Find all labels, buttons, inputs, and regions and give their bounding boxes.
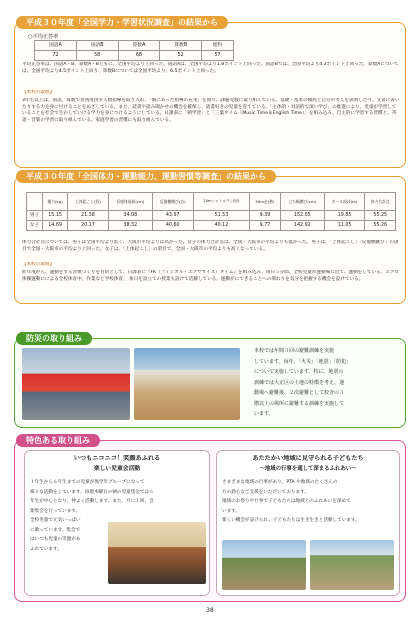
community-subtitle: 〜地域の行事を通して深まるふれあい〜: [259, 466, 357, 472]
table-header: 国語A: [35, 41, 77, 51]
academic-results-title: 平成３０年度「全国学力・学習状況調査」の結果から: [16, 16, 228, 29]
text-line: 全校児童で元気いっぱい: [30, 518, 81, 523]
table-cell: 68: [118, 51, 160, 61]
text-line: １年生から６年生までの児童が異学年グループになって: [30, 480, 145, 485]
table-cell: 57: [202, 51, 234, 61]
table-header: 握力(kg): [43, 193, 68, 211]
special-activities-title: 特色ある取り組み: [16, 434, 100, 447]
text-line: 地域のお祭りや行事で子どもたちは地域とのふれあいを深めて: [222, 499, 351, 504]
table-header: 算数B: [160, 41, 202, 51]
table-header: 理科: [202, 41, 234, 51]
text-line: ふれています。: [30, 546, 62, 552]
table-cell: 34.08: [108, 211, 152, 221]
fitness-efforts-body: 昨年度から、運動をする習慣づくりを目的として、日課表に『FK（フィジカル・エクササイズ）タイム』を組み込み、毎日５分間、全校児童が運動場に出て、運動をしている。エアロ体操運動にによる全校体育中、作業など学校体育、 休日を設立ての授業も設けて活躍している。運動がにできることへの関わりを気分を把握する機会を設けている。: [22, 270, 400, 282]
evacuation-drill-photo: [134, 348, 240, 420]
fitness-summary: 体力合計点については、男子は全国平均より低く、大阪市平均よりは高かった。女子の体力合計点は、全国・大阪市の平均よりも低かった。男子は、「上体起こし」「反復横跳び」の項目で全国・大阪市の平均より上回った。女子は、「上体起こし」の項目で、全国・大阪市の平均よりも高くなっている。: [22, 240, 399, 252]
text-line: に歌っています。集会で: [30, 527, 81, 533]
fitness-score-table: [26, 192, 396, 231]
community-text: [222, 478, 394, 526]
table-header: 長座体前屈(cm): [108, 193, 152, 211]
text-line: 本校では年間３回の避難訓練を実施: [254, 348, 335, 354]
table-row: [27, 211, 396, 221]
text-line: 訓練では大正区の土地の特徴を考え、運: [254, 379, 345, 386]
music-assembly-photo: [108, 522, 206, 584]
average-rate-label: ○平均正答率: [28, 34, 59, 40]
community-title: あたたかい地域に見守られる子どもたち: [252, 455, 364, 462]
table-cell: 51.53: [193, 211, 250, 221]
table-header: 立ち幅跳び(cm): [280, 193, 324, 211]
table-cell: 20.17: [67, 221, 108, 231]
table-row: [35, 51, 234, 61]
table-header: 上体起こし(回): [67, 193, 108, 211]
student-council-title: いつもニコニコ！笑顔あふれる: [73, 455, 161, 462]
table-cell: 38.32: [108, 221, 152, 231]
fitness-efforts-heading: 【本校の取組】: [22, 262, 55, 267]
text-line: 楽しい機会が設けられ、子どもたちは生き生きと活動しています。: [222, 518, 360, 523]
text-line: います。: [222, 508, 241, 514]
table-header: 50m走(秒): [250, 193, 281, 211]
page-number: 38: [206, 607, 214, 614]
table-cell: 男子: [27, 211, 43, 221]
text-line: 様々な活動をしています。毎週木曜日の朝の児童集会では６: [30, 489, 154, 495]
table-cell: 15.15: [43, 211, 68, 221]
text-line: しています。毎年、「火災」「地震」「防犯」: [254, 358, 352, 365]
table-header: 体力合計点: [365, 193, 396, 211]
table-cell: 52: [160, 51, 202, 61]
table-header: 国語B: [76, 41, 118, 51]
table-cell: 女子: [27, 221, 43, 231]
text-line: 年生が中心となり、仲よく活動します。また、月に１回、音: [30, 499, 154, 504]
table-cell: 142.92: [280, 221, 324, 231]
disaster-text: [254, 346, 400, 420]
table-row: [35, 41, 234, 51]
table-cell: 55.25: [365, 211, 396, 221]
table-header: 20mシャトルラン(回): [193, 193, 250, 211]
fire-truck-photo: [22, 348, 130, 420]
table-cell: 14.69: [43, 221, 68, 231]
table-row: [27, 221, 396, 231]
table-cell: 55.26: [365, 221, 396, 231]
text-line: はいつも児童の笑顔があ: [30, 537, 81, 542]
disaster-prevention-title: 防災の取り組み: [16, 332, 92, 345]
table-header: 反復横跳び(点): [152, 193, 193, 211]
table-header: [27, 193, 43, 211]
text-line: 階以上の場所に避難する訓練を実施して: [254, 400, 345, 407]
table-header: ボール投げ(m): [324, 193, 365, 211]
community-event-photo-1: [222, 540, 306, 590]
table-cell: 40.12: [193, 221, 250, 231]
academic-score-table: [34, 40, 234, 61]
community-event-photo-2: [310, 540, 394, 590]
table-cell: 40.60: [152, 221, 193, 231]
text-line: います。: [254, 411, 274, 417]
academic-summary: 平均正答率は、国語A・B、算数A・Bともに、全国平均より上回った。国語Aは、全国平均より1.8ポイント上回った。国語Bでは、全国平均より4.3ポイント上回った。算数Aについては、全国平均より4.5ポイント上回り、算数Bについては全国平均より、6.5ポイント上回った。: [22, 62, 399, 74]
table-cell: 58: [76, 51, 118, 61]
text-line: さまざまな地域の行事があり、PTA や地域のたくさんの: [222, 480, 338, 485]
academic-efforts-body: 3年生以上は、国語、算数で習熟度別少人数指導を取り入れ、「個にあった指導の充実」を図り、課題克服に取り組んでいる。基礎・基本の徹底と自分の考えを説明したり、文書に書いたりする力を身に付けることをめざしている。また、読書や読み聞かせの機会を確保し、読書好きの児童を育てている。「主体的・対話的で深い学び」の推進により、児童が学習していることを社会で生かしていける学力を身につけるようにしている。日課表に「朝学習」と「三葉タイム（Music Time＆English Time）」を組み込み、自主的に学習する習慣と、英語・音楽の学習に取り組んでいる。家庭学習の習慣にも取り組んでいる。: [22, 98, 400, 123]
table-cell: 72: [35, 51, 77, 61]
table-cell: 9.77: [250, 221, 281, 231]
text-line: について実施しています。特に、地震の: [254, 369, 344, 375]
fitness-results-title: 平成３０年度「全国体力・運動能力、運動習慣等調査」の結果から: [16, 170, 276, 183]
table-row: [27, 193, 396, 211]
text-line: 動場へ避難後、２次避難として校舎の３: [254, 390, 345, 396]
table-cell: 11.05: [324, 221, 365, 231]
table-cell: 9.39: [250, 211, 281, 221]
table-header: 算数A: [118, 41, 160, 51]
academic-efforts-heading: 【本校の取組】: [22, 90, 55, 95]
table-cell: 43.97: [152, 211, 193, 221]
table-cell: 152.05: [280, 211, 324, 221]
text-line: 方の熱心なご支援をいただいております。: [222, 489, 309, 495]
table-cell: 19.85: [324, 211, 365, 221]
table-cell: 21.38: [67, 211, 108, 221]
text-line: 楽集会を行っています。: [30, 508, 81, 514]
student-council-subtitle: 楽しい児童会活動: [93, 466, 141, 472]
